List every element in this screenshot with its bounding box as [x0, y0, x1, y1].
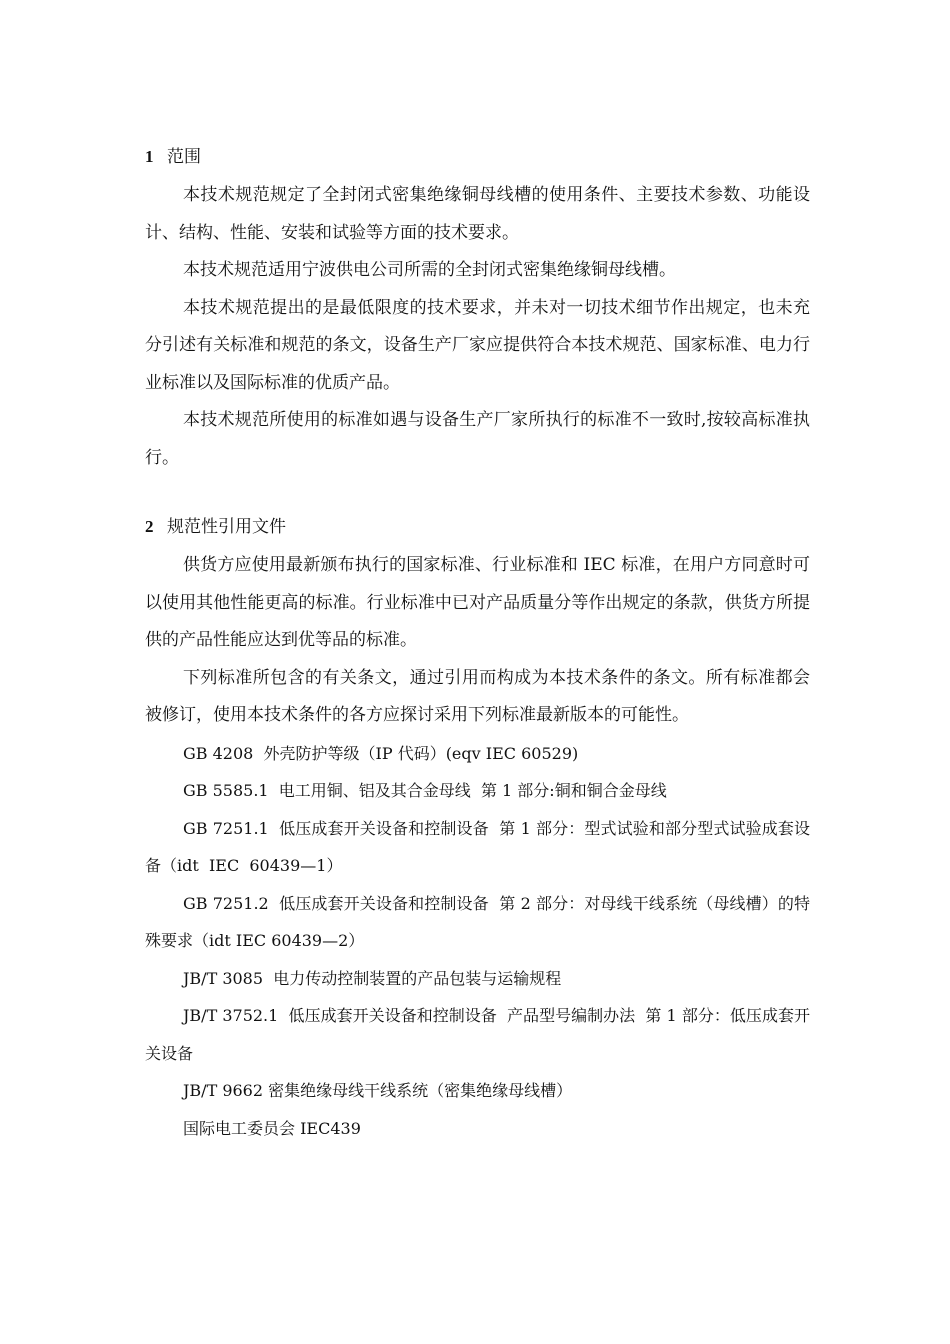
paragraph: 本技术规范提出的是最低限度的技术要求，并未对一切技术细节作出规定，也未充分引述有关标准和规范的条文，设备生产厂家应提供符合本技术规范、国家标准、电力行业标准以及国际标准的优质产品。: [145, 297, 810, 393]
section-heading: [145, 145, 810, 169]
reference-item: JB/T 9662 密集绝缘母线干线系统（密集绝缘母线槽）: [183, 1081, 573, 1100]
section-title: 范围: [167, 147, 201, 167]
section-normative-references: [145, 515, 810, 1147]
section-title: 规范性引用文件: [167, 517, 286, 537]
section-heading: [145, 515, 810, 539]
paragraph: 下列标准所包含的有关条文，通过引用而构成为本技术条件的条文。所有标准都会被修订，使用本技术条件的各方应探讨采用下列标准最新版本的可能性。: [145, 667, 810, 725]
reference-item: 国际电工委员会 IEC439: [183, 1118, 361, 1138]
section-number: 1: [145, 147, 154, 166]
paragraph: 供货方应使用最新颁布执行的国家标准、行业标准和 IEC 标准，在用户方同意时可以使用其他性能更高的标准。行业标准中已对产品质量分等作出规定的条款，供货方所提供的产品性能应达到优等品的标准。: [145, 555, 810, 650]
section-scope: [145, 145, 810, 477]
reference-item: GB 4208 外壳防护等级（IP 代码）(eqv IEC 60529): [183, 743, 579, 763]
section-number: 2: [145, 517, 154, 536]
paragraph: 本技术规范适用宁波供电公司所需的全封闭式密集绝缘铜母线槽。: [183, 260, 676, 280]
paragraph: 本技术规范规定了全封闭式密集绝缘铜母线槽的使用条件、主要技术参数、功能设计、结构、性能、安装和试验等方面的技术要求。: [145, 185, 810, 243]
reference-item: JB/T 3085 电力传动控制装置的产品包装与运输规程: [183, 968, 562, 988]
reference-item: GB 7251.2 低压成套开关设备和控制设备 第 2 部分：对母线干线系统（母线槽）的特殊要求（idt IEC 60439—2）: [145, 893, 810, 950]
reference-item: JB/T 3752.1 低压成套开关设备和控制设备 产品型号编制办法 第 1 部分：低压成套开关设备: [145, 1006, 810, 1063]
paragraph: 本技术规范所使用的标准如遇与设备生产厂家所执行的标准不一致时,按较高标准执行。: [145, 410, 810, 468]
reference-item: GB 7251.1 低压成套开关设备和控制设备 第 1 部分：型式试验和部分型式试验成套设备（idt IEC 60439—1）: [145, 818, 810, 875]
reference-item: GB 5585.1 电工用铜、铝及其合金母线 第 1 部分:铜和铜合金母线: [183, 781, 667, 800]
